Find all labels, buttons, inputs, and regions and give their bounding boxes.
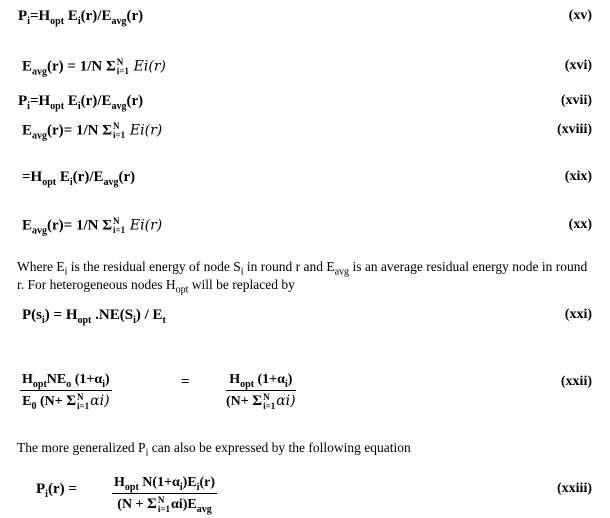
equation-number: (xv) (568, 8, 592, 23)
equation-number: (xxiii) (557, 481, 592, 496)
equation-xviii-expression: $E_{avg}(r)= 1/N$ ΣN i=1 Ei(r) (22, 121, 163, 142)
equation-xvii-expression: $P_i=H_{opt}$ $E_i(r)/E_{avg}(r)$ (18, 93, 144, 112)
paragraph-residual-energy: Where $E_i$ is the residual energy of node $S_i$ in round r and $E_{avg}$ is an average residual energy node in round r. For heterogeneous nodes $H_{opt}$ will be replaced by (17, 259, 588, 296)
equation-xix-expression: $=H_{opt}$ $E_i(r)/E_{avg}(r)$ (22, 169, 136, 188)
paragraph-generalized: The more generalized $P_i$ can also be expressed by the following equation (17, 440, 411, 459)
fraction-numerator: $H_{opt}$ $N(1+\alpha_i)E_i(r)$ (114, 475, 215, 493)
equation-number: (xxi) (564, 307, 592, 322)
equation-xvi-expression: $E_{avg}(r) = 1/N$ ΣN i=1 Ei(r) (22, 57, 166, 78)
equation-xx-expression: $E_{avg}(r)= 1/N$ ΣN i=1 Ei(r) (22, 216, 163, 237)
equation-number: (xxii) (560, 374, 592, 389)
equation-xviii (0, 122, 610, 146)
fraction-numerator: $H_{opt}$ $(1+\alpha_i)$ (226, 372, 296, 391)
equation-xvi (0, 58, 610, 82)
equation-xxi-expression: $P(s_i) = H_{opt}$ $.NE(S_i) / E_t$ (22, 307, 166, 326)
equation-number: (xvi) (564, 58, 592, 73)
fraction-right (226, 372, 296, 411)
equation-number: (xviii) (557, 122, 592, 137)
equation-xxiii-lhs: $P_i(r)$ = (36, 481, 77, 500)
equation-xix (0, 169, 610, 193)
fraction (112, 475, 217, 514)
fraction-denominator: (N+ ΣN i=1αi) (226, 392, 296, 411)
equation-number: (xvii) (560, 93, 592, 108)
equation-xvii (0, 93, 610, 117)
equation-xv (0, 8, 610, 32)
equals-sign: = (181, 374, 190, 390)
fraction-denominator: (N + ΣN $i=1\alpha i)E_{avg}$ (117, 495, 212, 516)
fraction-numerator: $H_{opt}NE_o$ $(1+\alpha_i)$ (22, 372, 110, 390)
fraction-denominator: $E_0$ (N+ ΣN i=1αi) (22, 392, 110, 413)
equation-number: (xx) (568, 217, 592, 232)
equation-number: (xix) (564, 169, 592, 184)
equation-xxi (0, 307, 610, 331)
equation-xx (0, 217, 610, 241)
fraction-left (20, 372, 112, 411)
equation-xv-expression: $P_i=H_{opt}$ $E_i(r)/E_{avg}(r)$ (18, 8, 144, 27)
